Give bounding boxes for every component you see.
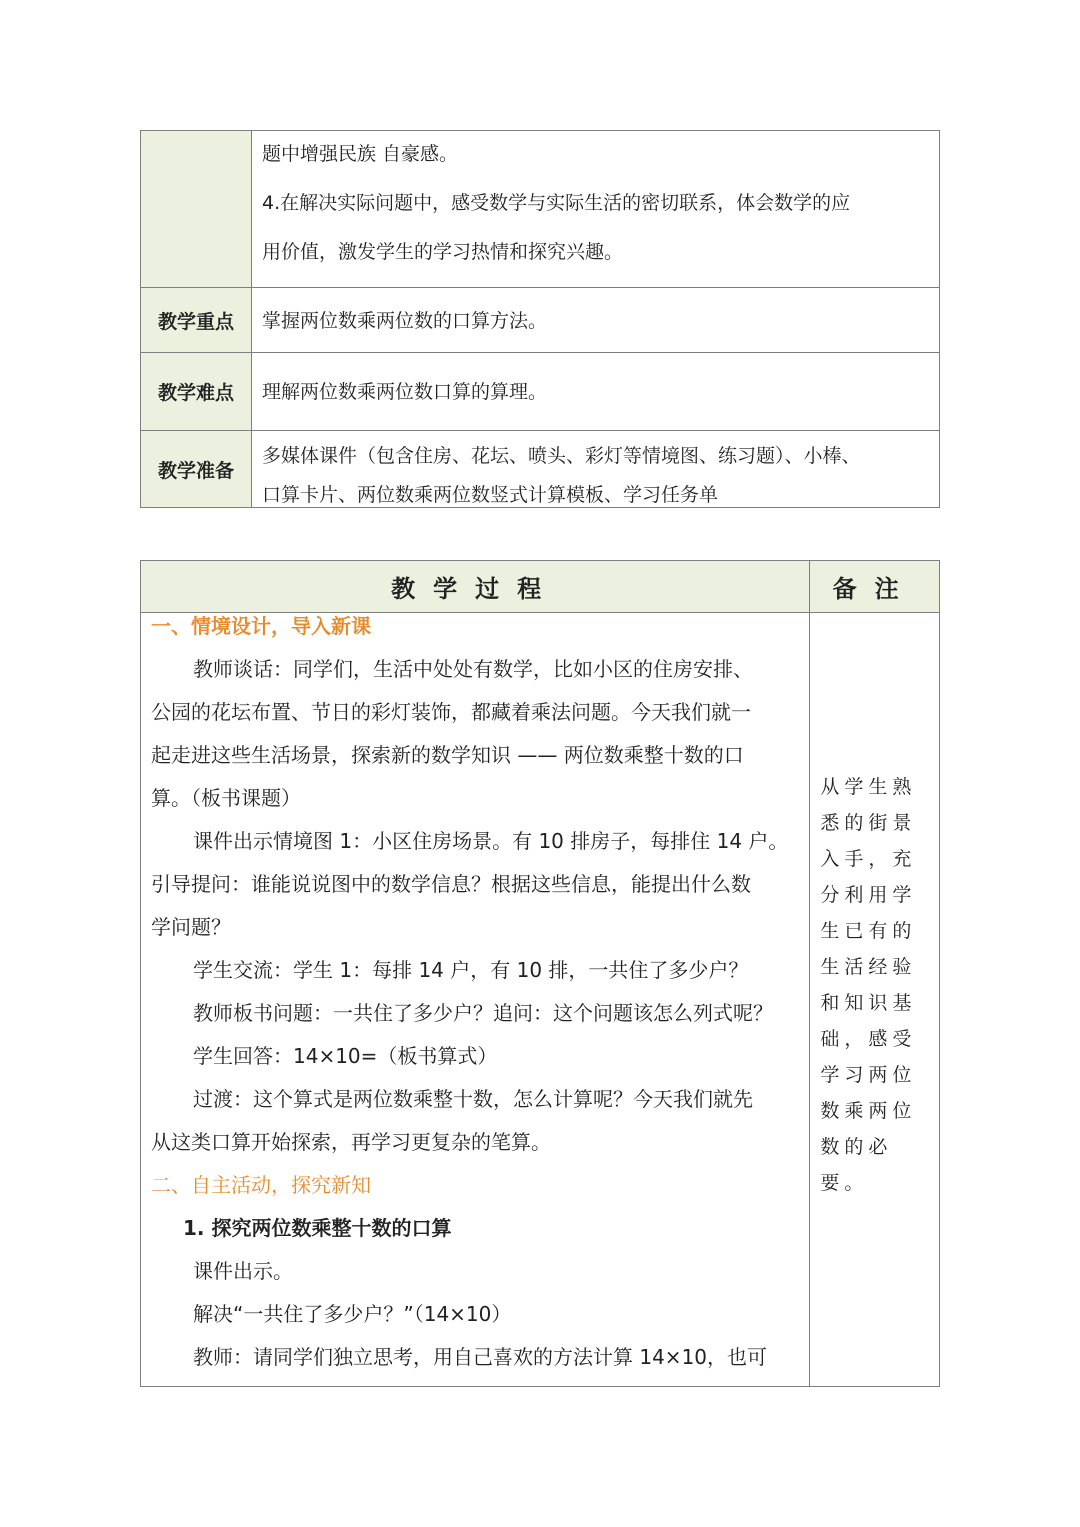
subsection-title: 1. 探究两位数乘整十数的口算 — [183, 1216, 452, 1240]
note-line: 悉的街景 — [820, 811, 917, 834]
note-text — [820, 769, 931, 1201]
difficulty-label: 教学难点 — [141, 353, 252, 431]
notes-header: 备注 — [810, 561, 940, 613]
preparation-label: 教学准备 — [141, 431, 252, 508]
section-title-2: 二、自主活动，探究新知 — [151, 1173, 371, 1197]
key-point-text — [252, 288, 940, 353]
objective-line: 4.在解决实际问题中，感受数学与实际生活的密切联系，体会数学的应 — [262, 192, 851, 214]
note-line: 分利用学 — [820, 883, 917, 906]
difficulty-value: 理解两位数乘两位数口算的算理。 — [262, 381, 548, 403]
paragraph-line: 引导提问：谁能说说图中的数学信息？根据这些信息，能提出什么数 — [151, 872, 751, 896]
note-line: 从学生熟 — [820, 775, 917, 798]
paragraph-line: 课件出示情境图 1：小区住房场景。有 10 排房子，每排住 14 户。 — [193, 829, 789, 853]
paragraph-line: 学生交流：学生 1：每排 14 户，有 10 排，一共住了多少户？ — [193, 958, 749, 982]
objective-content-cell — [252, 131, 940, 288]
objective-line: 用价值，激发学生的学习热情和探究兴趣。 — [262, 241, 624, 263]
note-line: 生活经验 — [820, 955, 917, 978]
paragraph-line: 公园的花坛布置、节日的彩灯装饰，都藏着乘法问题。今天我们就一 — [151, 700, 751, 724]
section-title-1: 一、情境设计，导入新课 — [151, 614, 371, 638]
key-point-label: 教学重点 — [141, 288, 252, 353]
difficulty-text — [252, 353, 940, 431]
note-line: 学习两位 — [820, 1063, 917, 1086]
paragraph-line: 教师谈话：同学们，生活中处处有数学，比如小区的住房安排、 — [193, 657, 753, 681]
paragraph-line: 从这类口算开始探索，再学习更复杂的笔算。 — [151, 1130, 551, 1154]
preparation-text — [252, 431, 940, 508]
note-line: 数的必 — [820, 1135, 893, 1158]
paragraph-line: 教师：请同学们独立思考，用自己喜欢的方法计算 14×10，也可 — [193, 1345, 768, 1369]
paragraph-line: 起走进这些生活场景，探索新的数学知识 —— 两位数乘整十数的口 — [151, 743, 744, 767]
lesson-info-table — [140, 130, 940, 508]
note-line: 础，感受 — [820, 1027, 917, 1050]
paragraph-line: 解决“一共住了多少户？”（14×10） — [193, 1302, 512, 1326]
paragraph-line: 学生回答：14×10=（板书算式） — [193, 1044, 498, 1068]
paragraph-line: 课件出示。 — [193, 1259, 293, 1283]
key-point-value: 掌握两位数乘两位数的口算方法。 — [262, 310, 548, 332]
notes-content — [810, 613, 940, 1387]
note-line: 和知识基 — [820, 991, 917, 1014]
paragraph-line: 过渡：这个算式是两位数乘整十数，怎么计算呢？今天我们就先 — [193, 1087, 753, 1111]
note-line: 数乘两位 — [820, 1099, 917, 1122]
paragraph-line: 算。（板书课题） — [151, 786, 301, 810]
preparation-line: 多媒体课件（包含住房、花坛、喷头、彩灯等情境图、练习题）、小棒、 — [262, 445, 861, 467]
process-header: 教学过程 — [141, 561, 810, 613]
teaching-process-table — [140, 560, 940, 1387]
note-line: 要。 — [820, 1171, 869, 1194]
objective-line: 题中增强民族 自豪感。 — [262, 143, 459, 165]
paragraph-line: 教师板书问题：一共住了多少户？追问：这个问题该怎么列式呢？ — [193, 1001, 773, 1025]
paragraph-line: 学问题？ — [151, 915, 231, 939]
objective-label-cell — [141, 131, 252, 288]
note-line: 生已有的 — [820, 919, 917, 942]
preparation-line: 口算卡片、两位数乘两位数竖式计算模板、学习任务单 — [262, 484, 719, 506]
note-line: 入手，充 — [820, 847, 917, 870]
process-content — [141, 613, 810, 1387]
